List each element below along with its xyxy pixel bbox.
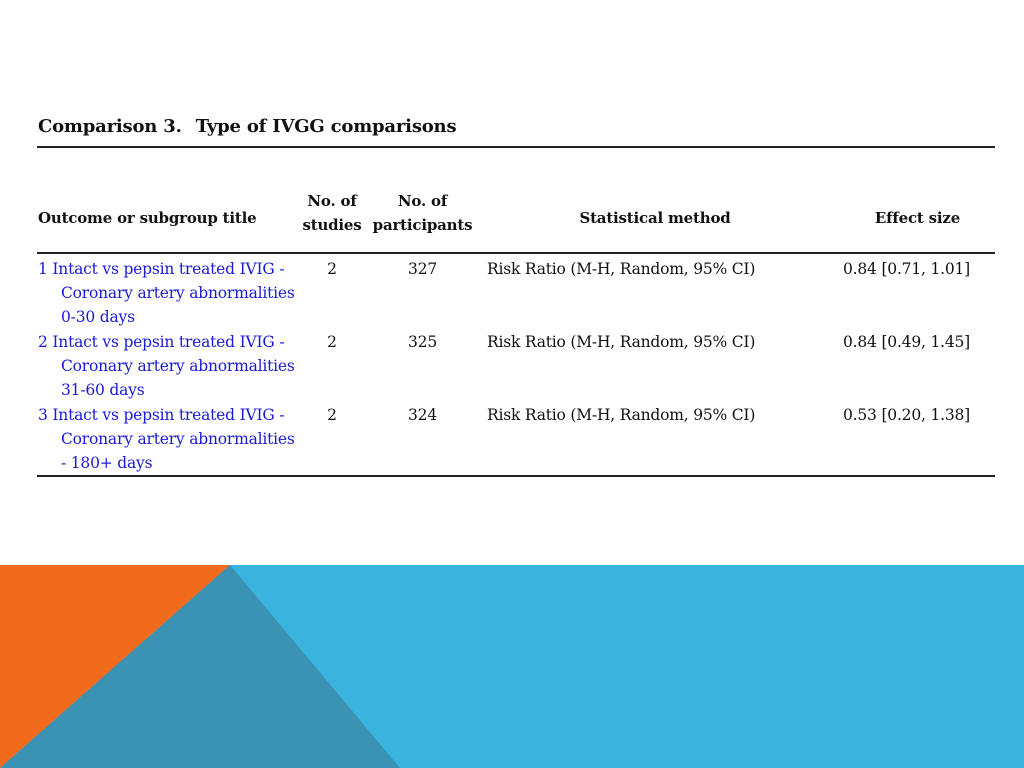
studies-count: 2	[327, 406, 337, 424]
header-studies	[296, 189, 368, 237]
outcome-link[interactable]	[38, 257, 300, 329]
outcome-line: 31-60 days	[61, 381, 145, 399]
participants-count: 324	[408, 406, 437, 424]
outcome-line: - 180+ days	[61, 454, 153, 472]
outcome-link[interactable]	[38, 330, 300, 402]
outcome-link[interactable]	[38, 403, 300, 475]
comparison-title	[38, 116, 456, 137]
studies-count: 2	[327, 260, 337, 278]
effect-size: 0.84 [0.49, 1.45]	[843, 333, 971, 351]
slide-decoration	[0, 565, 1024, 768]
header-studies-line2: studies	[302, 216, 362, 234]
statistical-method: Risk Ratio (M-H, Random, 95% CI)	[487, 406, 756, 424]
table-top-rule	[37, 146, 995, 148]
studies-count: 2	[327, 333, 337, 351]
outcome-line: 0-30 days	[61, 308, 135, 326]
table-header-rule	[37, 252, 995, 254]
outcome-line: 2 Intact vs pepsin treated IVIG -	[38, 333, 285, 351]
outcome-line: Coronary artery abnormalities	[61, 430, 295, 448]
comparison-name: Type of IVGG comparisons	[195, 116, 457, 137]
effect-size: 0.53 [0.20, 1.38]	[843, 406, 971, 424]
outcome-line: 1 Intact vs pepsin treated IVIG -	[38, 260, 285, 278]
table-bottom-rule	[37, 475, 995, 477]
header-studies-line1: No. of	[307, 192, 357, 210]
header-participants-line2: participants	[372, 216, 473, 234]
outcome-line: Coronary artery abnormalities	[61, 357, 295, 375]
comparison-label: Comparison 3.	[38, 116, 182, 137]
header-effect: Effect size	[874, 209, 961, 227]
header-participants-line1: No. of	[397, 192, 448, 210]
header-method: Statistical method	[579, 209, 731, 227]
header-outcome: Outcome or subgroup title	[38, 209, 257, 227]
header-participants	[370, 189, 475, 237]
statistical-method: Risk Ratio (M-H, Random, 95% CI)	[487, 333, 756, 351]
outcome-line: Coronary artery abnormalities	[61, 284, 295, 302]
statistical-method: Risk Ratio (M-H, Random, 95% CI)	[487, 260, 756, 278]
effect-size: 0.84 [0.71, 1.01]	[843, 260, 971, 278]
participants-count: 325	[408, 333, 437, 351]
outcome-line: 3 Intact vs pepsin treated IVIG -	[38, 406, 285, 424]
participants-count: 327	[408, 260, 437, 278]
